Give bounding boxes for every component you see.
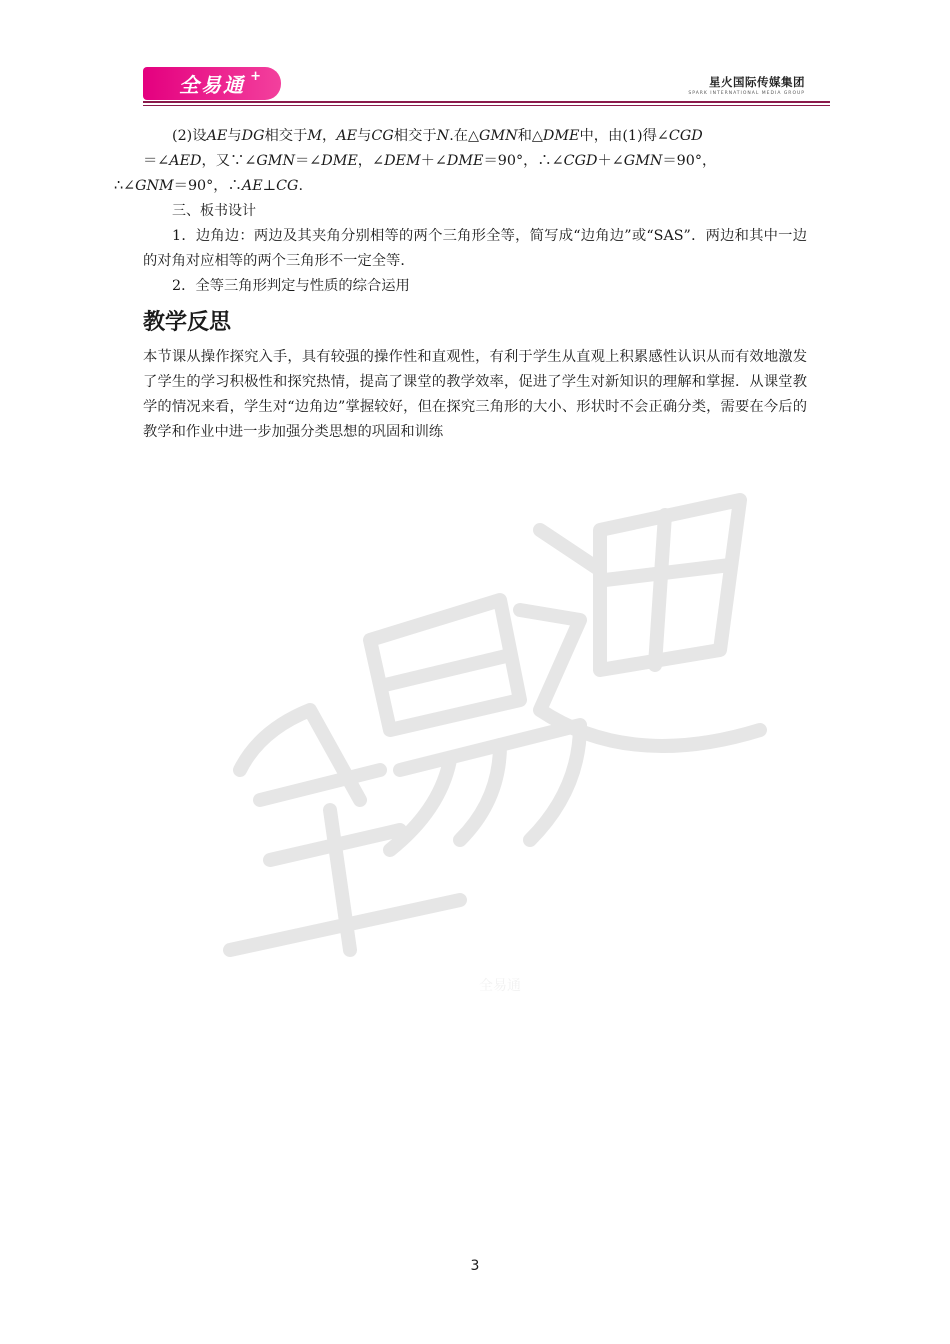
- page-content: [114, 124, 807, 445]
- board-item-2: 2．全等三角形判定与性质的综合运用: [172, 278, 410, 294]
- proof-text: ＝90°，: [662, 153, 717, 169]
- reflection-body: 本节课从操作探究入手，具有较强的操作性和直观性，有利于学生从直观上积累感性认识从而有效地激发了学生的学习积极性和探究热情，提高了课堂的教学效率，促进了学生对新知识的理解和掌握．从课堂教学的情况来看，学生对“边角边”掌握较好，但在探究三角形的大小、形状时不会正确分类，需要在今后的教学和作业中进一步加强分类思想的巩固和训练: [143, 349, 807, 440]
- math-var: GMN: [256, 153, 295, 169]
- brand-logo: [143, 67, 281, 100]
- math-var: DME: [321, 153, 358, 169]
- header-rule-thin: [143, 105, 830, 106]
- proof-text: ＋∠: [597, 153, 624, 169]
- watermark-graphic: [200, 470, 800, 1010]
- math-var: AE: [241, 178, 263, 194]
- math-var: DG: [241, 128, 265, 144]
- math-var: DME: [446, 153, 484, 169]
- math-var: CG: [371, 128, 394, 144]
- math-var: GMN: [479, 128, 518, 144]
- math-var: N: [436, 128, 450, 144]
- proof-paragraph: [114, 124, 807, 199]
- proof-text: ∴∠: [114, 178, 136, 194]
- math-var: DEM: [384, 153, 421, 169]
- page-header: [0, 0, 950, 110]
- math-var: AE: [336, 128, 358, 144]
- proof-text: ，: [322, 128, 337, 144]
- proof-text: .: [298, 178, 304, 194]
- proof-text: ＝90°，∴: [173, 178, 242, 194]
- reflection-heading: 教学反思: [143, 310, 232, 335]
- watermark-text: 全易通: [479, 978, 521, 994]
- proof-text: ，∠: [357, 153, 385, 169]
- proof-text: 相交于: [393, 128, 437, 144]
- proof-text: 相交于: [264, 128, 308, 144]
- proof-text: 与: [227, 128, 242, 144]
- board-item-1: 1．边角边：两边及其夹角分别相等的两个三角形全等，简写成“边角边”或“SAS”．两边和其中一边的对角对应相等的两个三角形不一定全等．: [143, 228, 807, 269]
- math-var: AED: [169, 153, 202, 169]
- math-var: CGD: [668, 128, 703, 144]
- math-var: GNM: [135, 178, 174, 194]
- proof-text: ＋∠: [420, 153, 447, 169]
- proof-text: 中，由(1)得∠: [579, 128, 669, 144]
- math-var: DME: [542, 128, 580, 144]
- sparkle-icon: +: [250, 69, 263, 84]
- header-rule-thick: [143, 101, 830, 103]
- proof-text: ＝∠: [143, 153, 170, 169]
- proof-text: ＝90°，∴∠: [483, 153, 564, 169]
- proof-text: 和△: [517, 128, 543, 144]
- brand-name-cn: 星火国际传媒集团: [709, 75, 805, 89]
- math-var: AE: [206, 128, 228, 144]
- proof-text: ⊥: [262, 178, 277, 194]
- brand-name-en: SPARK INTERNATIONAL MEDIA GROUP: [688, 91, 805, 96]
- proof-text: .在△: [449, 128, 480, 144]
- math-var: GMN: [623, 153, 663, 169]
- page-number: 3: [470, 1258, 480, 1274]
- logo-text: 全易通: [179, 73, 245, 97]
- proof-text: ，又∵∠: [201, 153, 257, 169]
- watermark-strokes: [230, 500, 760, 950]
- proof-text: (2)设: [172, 128, 207, 144]
- math-var: CG: [276, 178, 299, 194]
- math-var: CGD: [563, 153, 598, 169]
- publisher-brand: [688, 74, 805, 96]
- board-design-title: 三、板书设计: [172, 203, 256, 219]
- proof-text: 与: [357, 128, 372, 144]
- proof-text: ＝∠: [294, 153, 322, 169]
- math-var: M: [307, 128, 323, 144]
